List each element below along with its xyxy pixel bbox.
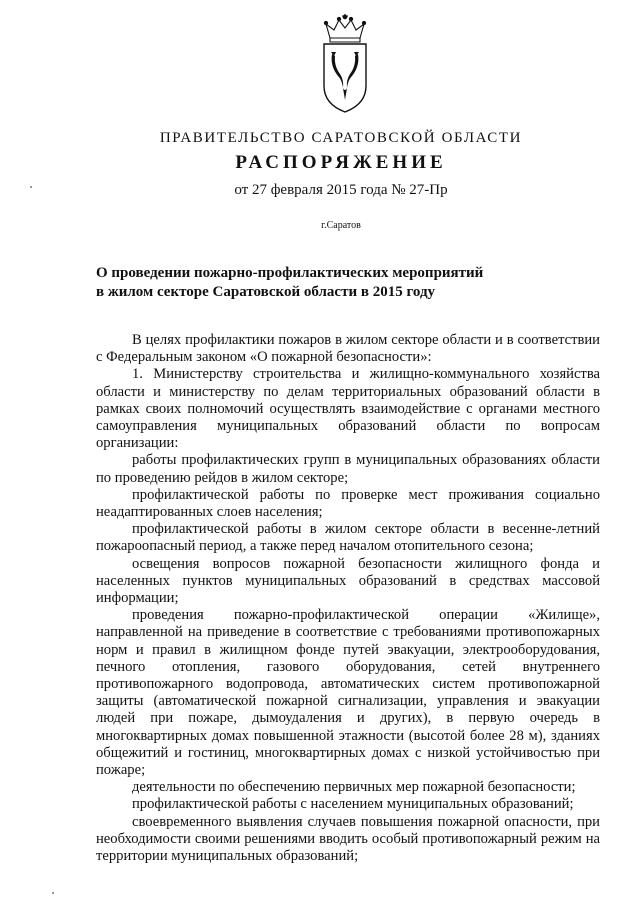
paragraph: деятельности по обеспечению первичных мер пожарной безопасности; [132,779,576,796]
paragraph: освещения вопросов пожарной безопасности жилищного фонда и населенных пунктов муниципальных образований в средствах массовой информации; [96,555,600,607]
document-body [96,332,600,865]
date-and-number: от 27 февраля 2015 года № 27-Пр [234,182,448,198]
paragraph: 1. Министерству строительства и жилищно-коммунального хозяйства области и министерству по делам территориальных образований области в рамках своих полномочий осуществлять взаимодействие с органами местного самоуправления муниципальных образований области по вопросам организации: [96,366,600,452]
scan-speck [52,892,54,894]
saratov-coat-of-arms-icon [312,14,378,114]
paragraph: В целях профилактики пожаров в жилом секторе области и в соответствии с Федеральным законом «О пожарной безопасности»: [96,332,600,366]
subject-line-1: О проведении пожарно-профилактических мероприятий [96,265,484,281]
paragraph: профилактической работы по проверке мест проживания социально неадаптированных слоев населения; [96,486,600,521]
scan-speck [30,186,32,188]
document-type: РАСПОРЯЖЕНИЕ [235,152,447,173]
government-name: ПРАВИТЕЛЬСТВО САРАТОВСКОЙ ОБЛАСТИ [159,130,523,146]
paragraph: проведения пожарно-профилактической операции «Жилище», направленной на приведение в соответствие с требованиями противопожарных норм и правил в жилищном фонде путей эвакуации, электрооборудования, печного отопления, газового оборудования, сетей внутреннего противопожарного водопровода, автоматических систем противопожарной защиты (автоматической пожарной сигнализации, управления и эвакуации людей при пожаре, дымоудаления и других), в первую очередь в многоквартирных домах повышенной этажности (высотой более 28 м), зданиях общежитий и гостиниц, многоквартирных домах с низкой устойчивостью при пожаре; [96,607,600,779]
subject-line-2: в жилом секторе Саратовской области в 2015 году [96,284,436,300]
document-subject [96,264,516,302]
paragraph: профилактической работы с населением муниципальных образований; [132,796,574,813]
paragraph: профилактической работы в жилом секторе области в весенне-летний пожароопасный период, а также перед началом отопительного сезона; [96,521,600,555]
paragraph: своевременного выявления случаев повышения пожарной опасности, при необходимости своими решениями вводить особый противопожарный режим на территории муниципальных образований; [96,813,600,865]
city-name: г.Саратов [321,220,361,231]
paragraph: работы профилактических групп в муниципальных образованиях области по проведению рейдов в жилом секторе; [96,452,600,486]
